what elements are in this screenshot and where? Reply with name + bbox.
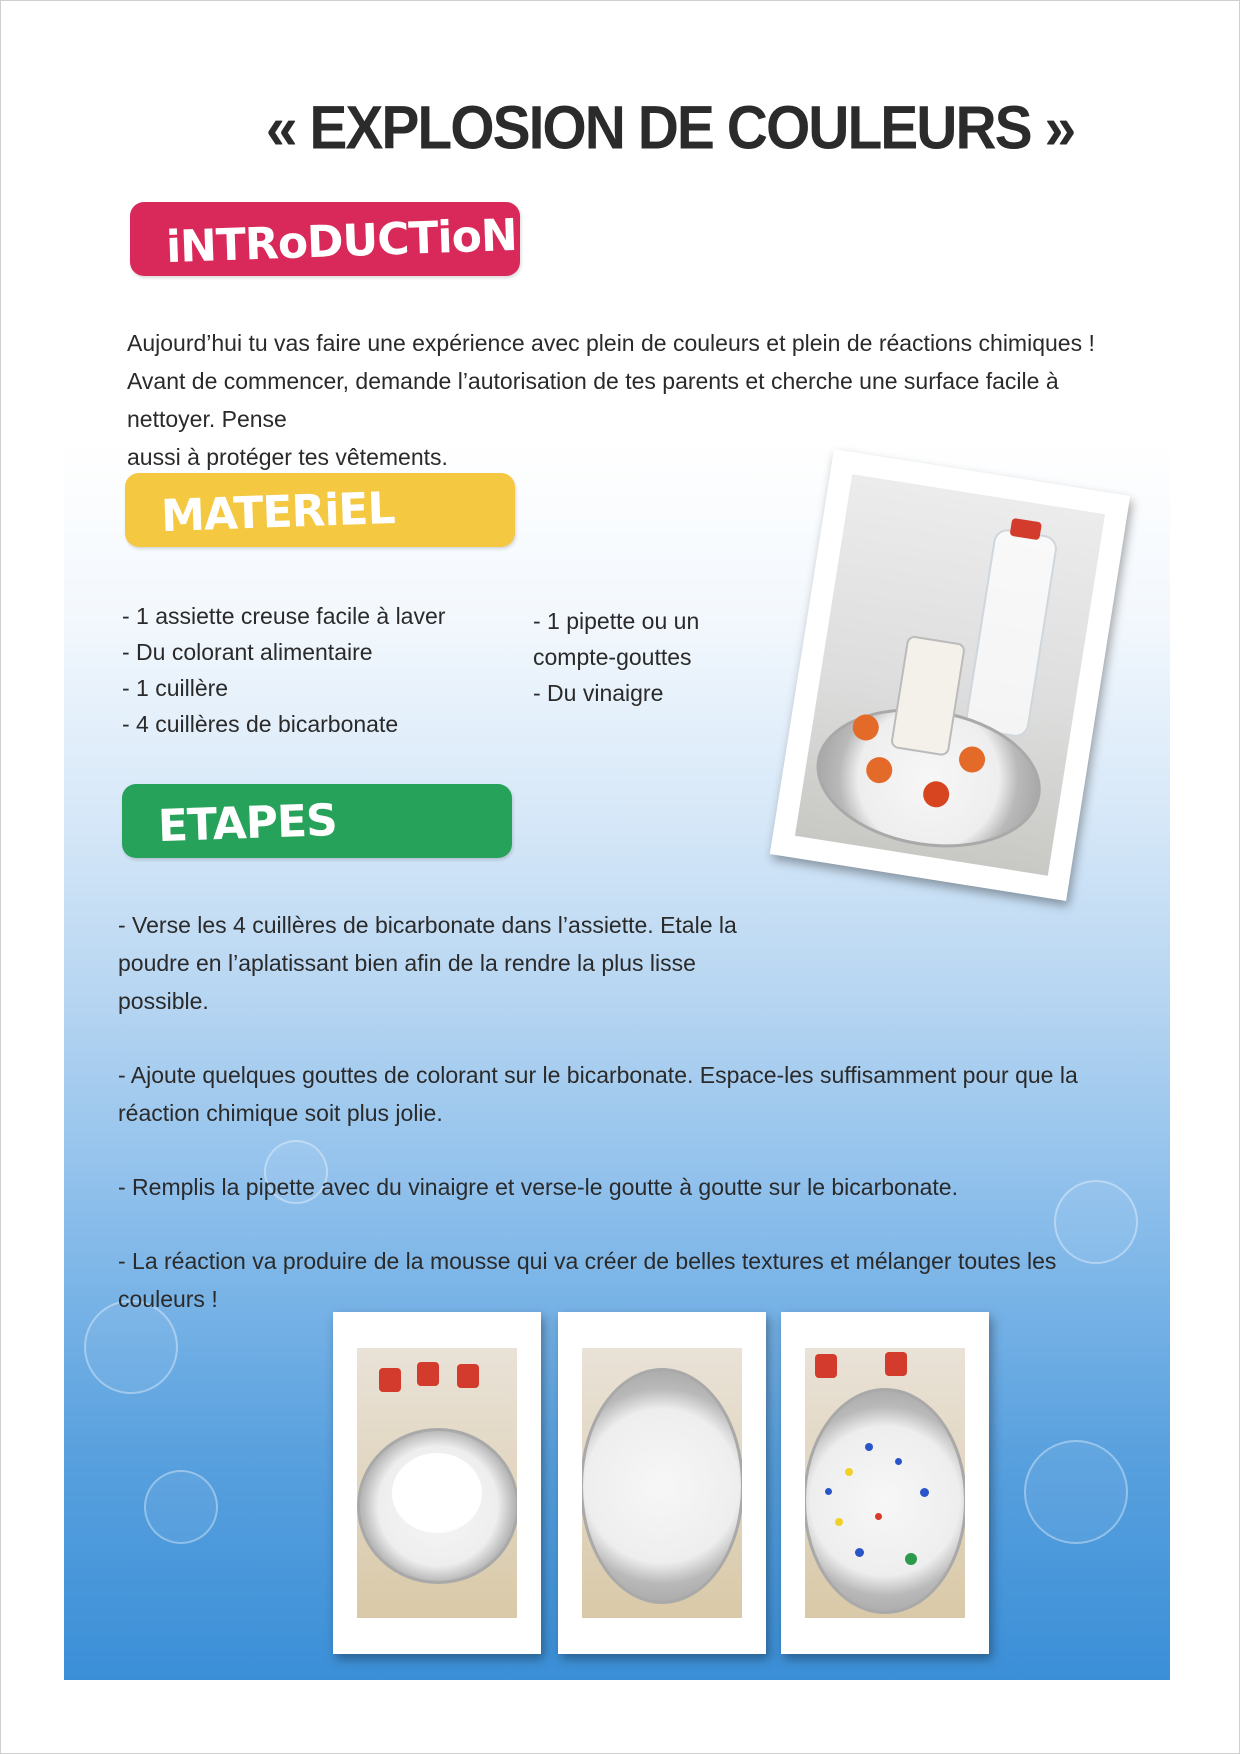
bicarbonate-plate-photo: [333, 1312, 541, 1654]
drop-icon: [865, 1443, 873, 1451]
materiel-item: - 1 assiette creuse facile à laver: [122, 603, 446, 629]
drop-icon: [825, 1488, 832, 1495]
page-title: « EXPLOSION DE COULEURS »: [265, 93, 1075, 163]
photo-image: [357, 1348, 517, 1618]
bicarbonate-pile-icon: [392, 1453, 482, 1533]
colorant-bottle-icon: [815, 1354, 837, 1378]
drop-icon: [845, 1468, 853, 1476]
materiel-item: - 1 pipette ou un: [533, 608, 700, 634]
step-2: - Ajoute quelques gouttes de colorant sur le bicarbonate. Espace-les suffisamment pour que la réaction chimique soit plus jolie.: [118, 1062, 1078, 1126]
materials-photo-image: [795, 474, 1105, 876]
smooth-powder-photo: [558, 1312, 766, 1654]
vinegar-bottle-icon: [964, 527, 1059, 739]
materiel-item: - Du vinaigre: [533, 680, 664, 706]
photo-image: [805, 1348, 965, 1618]
drop-icon: [920, 1488, 929, 1497]
introduction-line: Avant de commencer, demande l’autorisation de tes parents et cherche une surface facile à nettoyer. Pense: [127, 368, 1059, 432]
plate-icon: [582, 1368, 742, 1604]
introduction-banner: [130, 202, 520, 276]
bubble-decoration: [1024, 1440, 1128, 1544]
materiel-list-right: [533, 603, 733, 711]
colored-drops-photo: [781, 1312, 989, 1654]
plate-icon: [805, 1388, 965, 1614]
colorant-bottle-icon: [417, 1362, 439, 1386]
drop-icon: [855, 1548, 864, 1557]
etapes-banner: [122, 784, 512, 858]
step-3: - Remplis la pipette avec du vinaigre et verse-le goutte à goutte sur le bicarbonate.: [118, 1174, 958, 1200]
introduction-heading: iNTRoDUCTioN: [165, 209, 518, 274]
materiel-item: - 1 cuillère: [122, 675, 229, 701]
materiel-item: - 4 cuillères de bicarbonate: [122, 711, 399, 737]
drop-icon: [905, 1553, 917, 1565]
step-4: - La réaction va produire de la mousse qui va créer de belles textures et mélanger toutes les couleurs !: [118, 1248, 1057, 1312]
drop-icon: [835, 1518, 843, 1526]
photo-image: [582, 1348, 742, 1618]
introduction-text: [127, 324, 1127, 476]
bubble-decoration: [144, 1470, 218, 1544]
introduction-line: aussi à protéger tes vêtements.: [127, 444, 448, 470]
colorant-bottle-icon: [457, 1364, 479, 1388]
colorant-bottle-icon: [885, 1352, 907, 1376]
drop-icon: [895, 1458, 902, 1465]
etapes-heading: ETAPES: [157, 794, 338, 853]
colorant-bottle-icon: [379, 1368, 401, 1392]
introduction-line: Aujourd’hui tu vas faire une expérience avec plein de couleurs et plein de réactions chimiques !: [127, 330, 1095, 356]
materiel-banner: [125, 473, 515, 547]
etapes-steps: [118, 906, 1148, 1354]
materiel-item: - Du colorant alimentaire: [122, 639, 373, 665]
materiel-item: compte-gouttes: [533, 644, 692, 670]
materiel-heading: MATERiEL: [160, 482, 396, 543]
materials-photo: [770, 449, 1130, 901]
drop-icon: [875, 1513, 882, 1520]
step-1: - Verse les 4 cuillères de bicarbonate dans l’assiette. Etale la poudre en l’aplatissant bien afin de la rendre la plus lisse possible.: [118, 912, 737, 1014]
materiel-list-left: [122, 598, 522, 742]
